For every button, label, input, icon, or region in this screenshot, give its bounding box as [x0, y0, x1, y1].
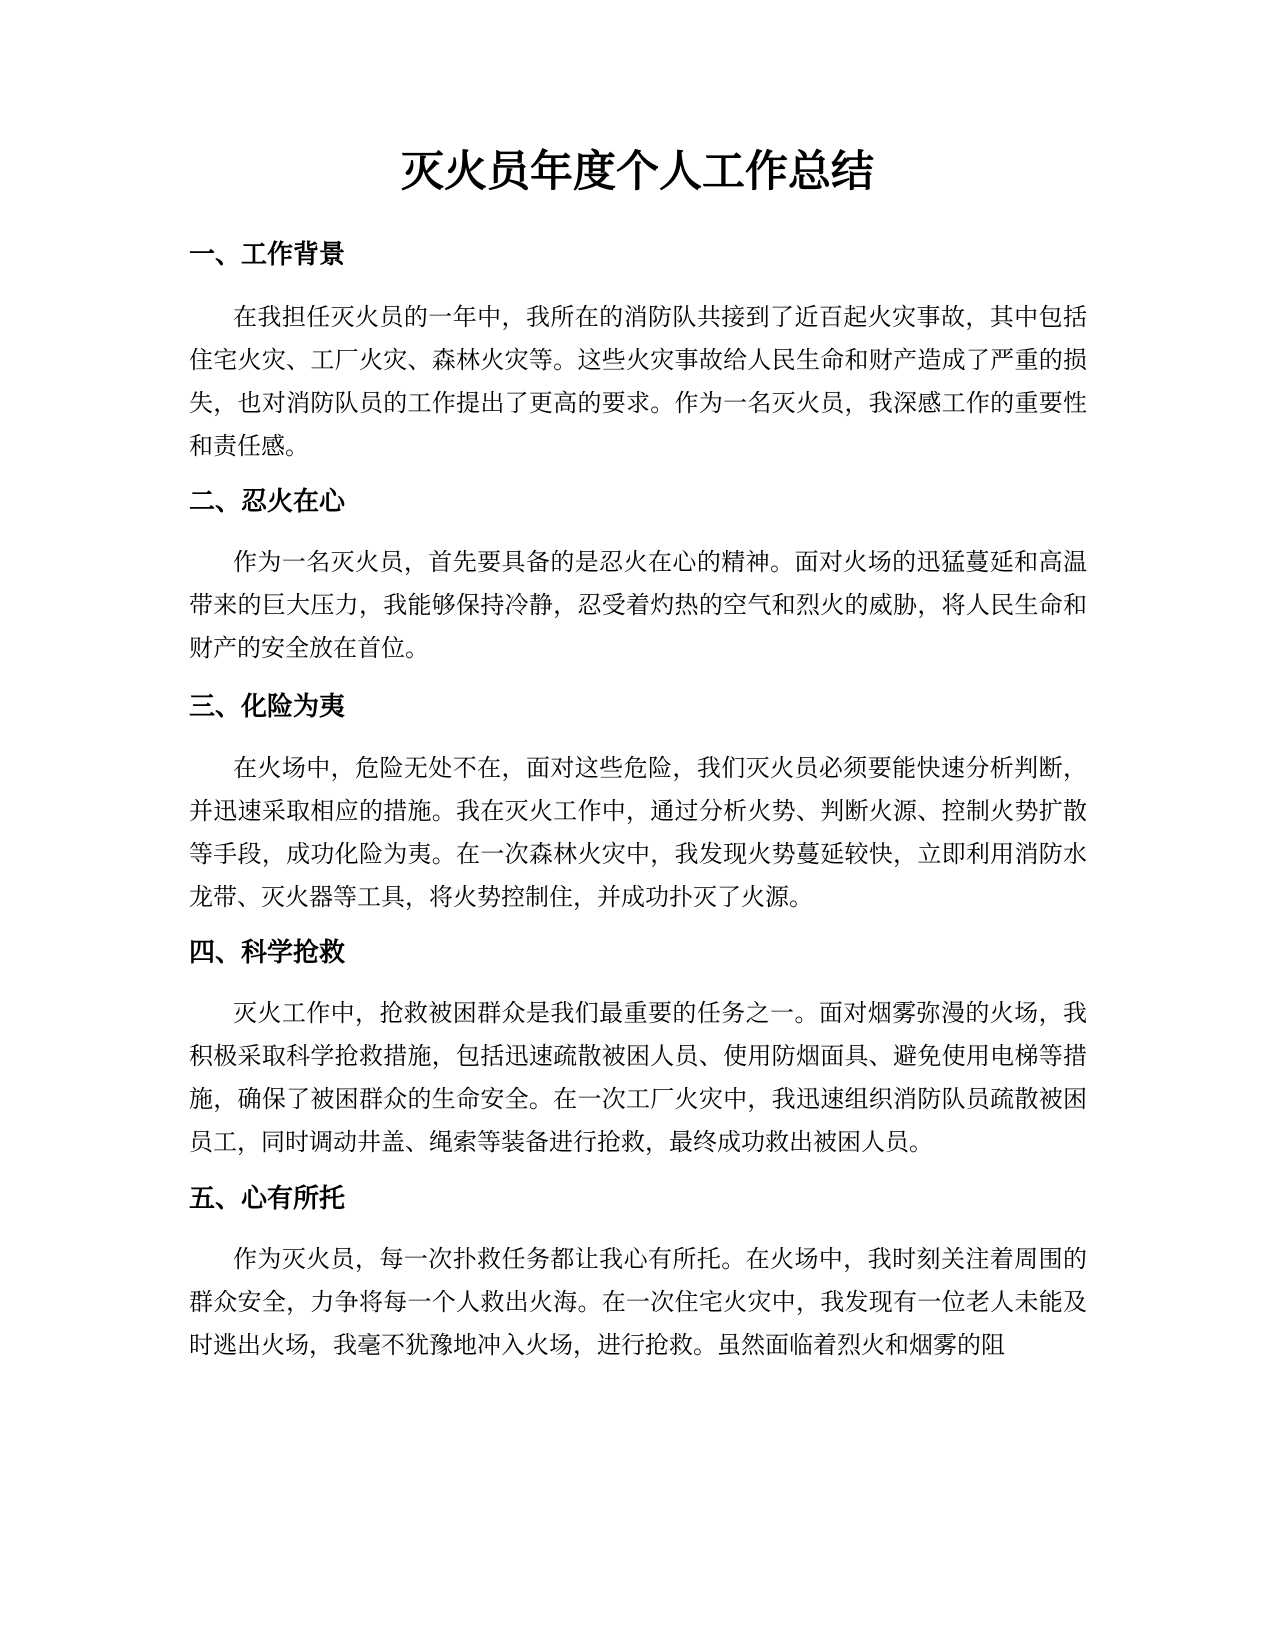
section-body-heart-entrusted: 作为灭火员，每一次扑救任务都让我心有所托。在火场中，我时刻关注着周围的群众安全，力争将每一个人救出火海。在一次住宅火灾中，我发现有一位老人未能及时逃出火场，我毫不犹豫地冲入火场，进行抢救。虽然面临着烈火和烟雾的阻 [189, 1245, 1087, 1359]
document-title: 灭火员年度个人工作总结 [401, 147, 874, 197]
section-body-scientific-rescue: 灭火工作中，抢救被困群众是我们最重要的任务之一。面对烟雾弥漫的火场，我积极采取科学抢救措施，包括迅速疏散被困人员、使用防烟面具、避免使用电梯等措施，确保了被困群众的生命安全。在一次工厂火灾中，我迅速组织消防队员疏散被困员工，同时调动井盖、绳索等装备进行抢救，最终成功救出被困人员。 [189, 999, 1087, 1156]
section-body-turn-danger: 在火场中，危险无处不在，面对这些危险，我们灭火员必须要能快速分析判断，并迅速采取相应的措施。我在灭火工作中，通过分析火势、判断火源、控制火势扩散等手段，成功化险为夷。在一次森林火灾中，我发现火势蔓延较快，立即利用消防水龙带、灭火器等工具，将火势控制住，并成功扑灭了火源。 [189, 754, 1087, 911]
section-heading-heart-entrusted: 五、心有所托 [189, 1184, 346, 1214]
section-heading-background: 一、工作背景 [189, 240, 346, 270]
section-body-background: 在我担任灭火员的一年中，我所在的消防队共接到了近百起火灾事故，其中包括住宅火灾、工厂火灾、森林火灾等。这些火灾事故给人民生命和财产造成了严重的损失，也对消防队员的工作提出了更高的要求。作为一名灭火员，我深感工作的重要性和责任感。 [189, 303, 1087, 460]
section-heading-endure-fire: 二、忍火在心 [189, 487, 346, 517]
section-heading-scientific-rescue: 四、科学抢救 [189, 938, 346, 968]
section-heading-turn-danger: 三、化险为夷 [189, 692, 346, 722]
section-body-endure-fire: 作为一名灭火员，首先要具备的是忍火在心的精神。面对火场的迅猛蔓延和高温带来的巨大压力，我能够保持冷静，忍受着灼热的空气和烈火的威胁，将人民生命和财产的安全放在首位。 [189, 548, 1087, 662]
